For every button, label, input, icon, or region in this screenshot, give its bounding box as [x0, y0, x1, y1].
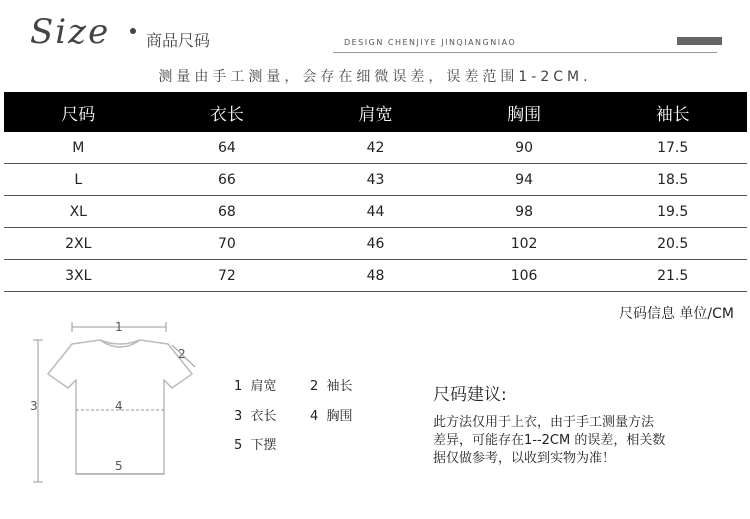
table-row [4, 228, 747, 260]
advice-line: 据仅做参考，以收到实物为准！ [433, 451, 616, 466]
cell-size: 3XL [4, 260, 153, 292]
header-shoulder: 肩宽 [301, 92, 450, 132]
cell-shoulder: 44 [301, 196, 450, 228]
cell-length: 66 [153, 164, 302, 196]
cell-sleeve: 17.5 [598, 132, 747, 164]
advice-line: 差异，可能存在1--2CM 的误差，相关数 [433, 433, 666, 448]
separator-dot [130, 28, 136, 34]
unit-note: 尺码信息 单位/CM [618, 306, 734, 322]
measurement-note: 测量由手工测量，会存在细微误差，误差范围1-2CM. [158, 69, 592, 85]
header-length: 衣长 [153, 92, 302, 132]
legend-item: 3 衣长 [234, 409, 277, 424]
legend-item: 4 胸围 [310, 409, 353, 424]
cell-shoulder: 46 [301, 228, 450, 260]
cell-length: 70 [153, 228, 302, 260]
legend-item: 5 下摆 [234, 438, 277, 453]
advice-line: 此方法仅用于上衣，由于手工测量方法 [433, 415, 655, 430]
marker-1: 1 [115, 320, 123, 334]
marker-5: 5 [115, 459, 123, 473]
advice-text [433, 414, 713, 468]
table-header-row [4, 92, 747, 132]
cell-shoulder: 48 [301, 260, 450, 292]
legend-item: 2 袖长 [310, 379, 353, 394]
header-size: 尺码 [4, 92, 153, 132]
cell-size: M [4, 132, 153, 164]
size-table [4, 92, 747, 292]
table-row [4, 164, 747, 196]
table-row [4, 260, 747, 292]
table-row [4, 132, 747, 164]
table-row [4, 196, 747, 228]
cell-shoulder: 42 [301, 132, 450, 164]
cell-shoulder: 43 [301, 164, 450, 196]
design-credit: DESIGN CHENJIYE JINQIANGNIAO [344, 38, 517, 47]
cell-sleeve: 20.5 [598, 228, 747, 260]
header-sleeve: 袖长 [598, 92, 747, 132]
cell-sleeve: 21.5 [598, 260, 747, 292]
cell-chest: 90 [450, 132, 599, 164]
header-divider [333, 52, 717, 53]
marker-3: 3 [30, 399, 38, 413]
legend-item: 1 肩宽 [234, 379, 277, 394]
cell-sleeve: 19.5 [598, 196, 747, 228]
cell-length: 64 [153, 132, 302, 164]
advice-title: 尺码建议: [433, 385, 507, 405]
marker-4: 4 [115, 399, 123, 413]
page-subtitle: 商品尺码 [146, 31, 211, 50]
size-logo: Size [30, 12, 111, 52]
cell-length: 68 [153, 196, 302, 228]
tshirt-diagram [20, 312, 220, 497]
cell-sleeve: 18.5 [598, 164, 747, 196]
marker-2: 2 [178, 347, 186, 361]
cell-chest: 94 [450, 164, 599, 196]
cell-size: 2XL [4, 228, 153, 260]
decorative-bar [677, 37, 722, 45]
cell-size: L [4, 164, 153, 196]
cell-size: XL [4, 196, 153, 228]
cell-chest: 98 [450, 196, 599, 228]
header-chest: 胸围 [450, 92, 599, 132]
cell-chest: 102 [450, 228, 599, 260]
cell-chest: 106 [450, 260, 599, 292]
cell-length: 72 [153, 260, 302, 292]
